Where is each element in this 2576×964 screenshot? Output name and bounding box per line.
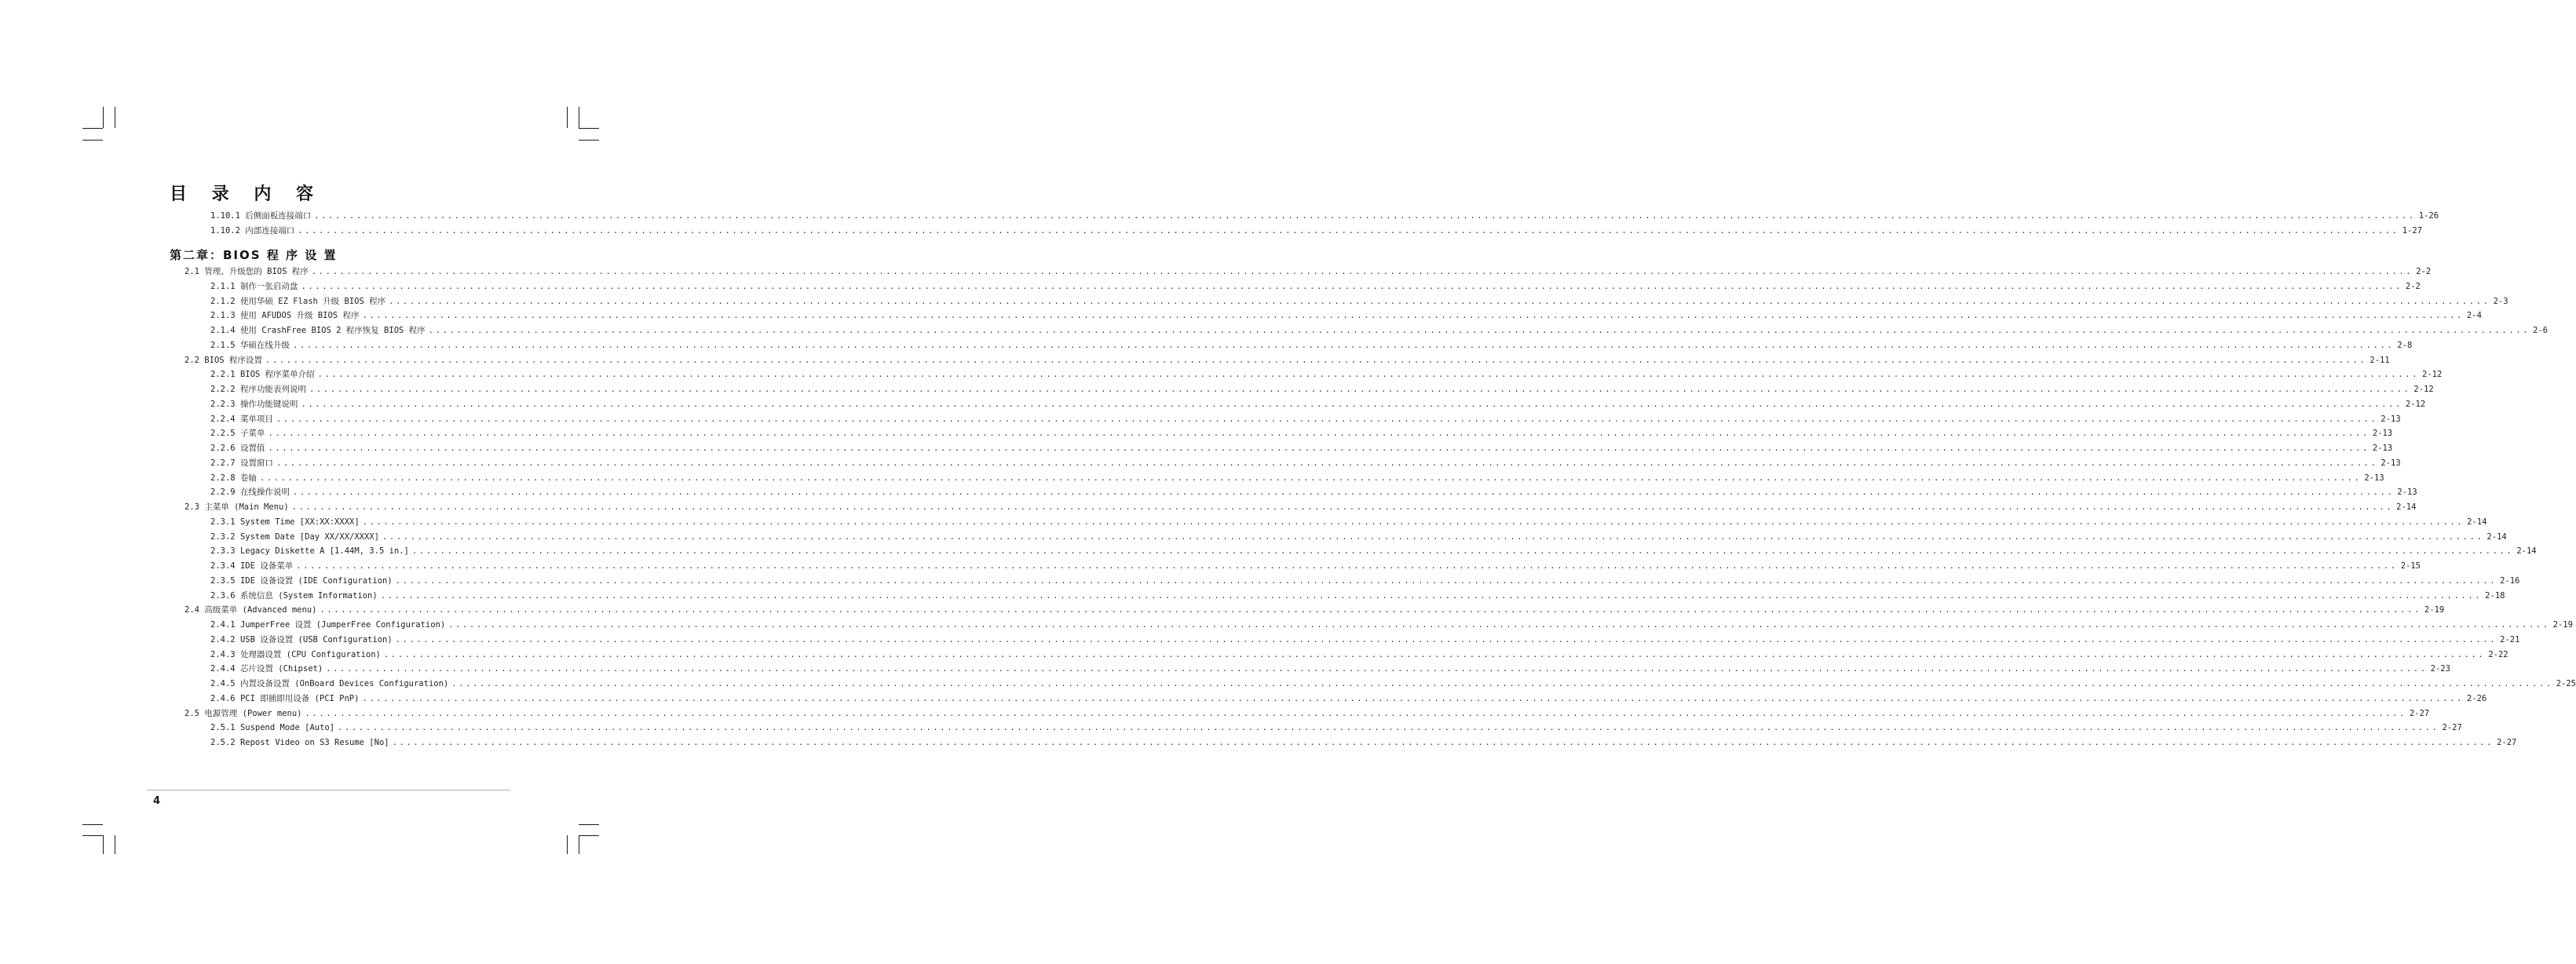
toc-entry-title: 处理器设置 (CPU Configuration)	[239, 649, 381, 659]
toc-subsection-row[interactable]	[210, 484, 2417, 498]
crop-mark	[579, 128, 599, 129]
toc-leader-dots: ............................................................................................................................................................................................................................................................................................................	[362, 693, 2464, 703]
toc-entry-page: 2-14	[2396, 502, 2417, 512]
toc-entry-number: 2.5.1	[210, 723, 236, 733]
toc-entry-number: 2.5.2	[210, 738, 236, 747]
toc-section-row[interactable]	[185, 352, 2390, 366]
toc-entry-number: 2.1.4	[210, 326, 236, 335]
toc-entry-title: 制作一张启动盘	[239, 281, 298, 291]
toc-leader-dots: ............................................................................................................................................................................................................................................................................................................	[411, 546, 2514, 557]
toc-entry-page: 2-14	[2516, 546, 2537, 557]
toc-entry-page: 1-27	[2402, 225, 2423, 236]
toc-entry-title: Suspend Mode [Auto]	[239, 723, 335, 733]
toc-entry-page: 2-22	[2488, 649, 2508, 659]
toc-entry-number: 1.10.1	[210, 211, 240, 221]
toc-leader-dots: ............................................................................................................................................................................................................................................................................................................	[395, 575, 2497, 586]
toc-subsection-row[interactable]	[210, 675, 2576, 689]
toc-leader-dots: ............................................................................................................................................................................................................................................................................................................	[276, 458, 2378, 468]
toc-entry-title: 菜单项目	[239, 414, 273, 424]
crop-mark	[82, 824, 103, 825]
toc-entry-number: 2.2.5	[210, 429, 236, 439]
toc-entry-number: 2.4.6	[210, 693, 236, 703]
toc-leader-dots: ............................................................................................................................................................................................................................................................................................................	[448, 620, 2550, 630]
crop-mark	[82, 140, 103, 141]
toc-entry-number: 2.3.1	[210, 517, 236, 527]
toc-entry-page: 2-12	[2413, 385, 2434, 394]
toc-entry-title: 子菜单	[239, 429, 265, 439]
toc-leader-dots: ............................................................................................................................................................................................................................................................................................................	[301, 399, 2402, 409]
crop-mark	[579, 835, 599, 836]
toc-entry-title: 电源管理 (Power menu)	[204, 708, 302, 718]
toc-leader-dots: ............................................................................................................................................................................................................................................................................................................	[362, 517, 2465, 527]
toc-leader-dots: ............................................................................................................................................................................................................................................................................................................	[317, 370, 2420, 380]
toc-subsection-row[interactable]	[210, 719, 2462, 733]
toc-leader-dots: ............................................................................................................................................................................................................................................................................................................	[268, 444, 2370, 453]
toc-leader-dots: ............................................................................................................................................................................................................................................................................................................	[362, 311, 2464, 321]
toc-entry-page: 2-16	[2500, 575, 2520, 586]
toc-entry-page: 1-26	[2418, 211, 2439, 221]
crop-mark	[567, 835, 568, 854]
toc-entry-page: 2-13	[2381, 414, 2401, 424]
toc-leader-dots: ............................................................................................................................................................................................................................................................................................................	[309, 385, 2411, 394]
toc-subsection-row[interactable]	[210, 337, 2413, 351]
toc-entry-title: 卷轴	[239, 473, 257, 483]
toc-entry-number: 2.1.2	[210, 296, 236, 306]
toc-entry-title: 程序功能表列说明	[239, 385, 306, 394]
toc-subsection-row[interactable]	[210, 455, 2401, 469]
toc-subsection-row[interactable]	[210, 469, 2384, 484]
toc-entry-title: 芯片设置 (Chipset)	[239, 664, 323, 674]
toc-entry-number: 2.1	[185, 267, 199, 276]
toc-leader-dots: ............................................................................................................................................................................................................................................................................................................	[392, 738, 2494, 747]
toc-subsection-row[interactable]	[210, 222, 2423, 236]
page-title: 目 录 内 容	[170, 184, 323, 204]
toc-leader-dots: ............................................................................................................................................................................................................................................................................................................	[298, 225, 2399, 236]
toc-entry-page: 2-8	[2397, 340, 2413, 350]
toc-leader-dots: ............................................................................................................................................................................................................................................................................................................	[380, 590, 2483, 601]
toc-section-row[interactable]	[185, 263, 2432, 277]
toc-section-row[interactable]	[185, 498, 2417, 513]
toc-leader-dots: ............................................................................................................................................................................................................................................................................................................	[451, 679, 2553, 688]
toc-leader-dots: ............................................................................................................................................................................................................................................................................................................	[428, 326, 2530, 335]
toc-entry-number: 2.4.5	[210, 679, 236, 688]
toc-entry-number: 2.1.1	[210, 281, 236, 291]
toc-leader-dots: ............................................................................................................................................................................................................................................................................................................	[382, 531, 2484, 542]
toc-leader-dots: ............................................................................................................................................................................................................................................................................................................	[301, 281, 2402, 291]
toc-entry-number: 2.3.3	[210, 546, 236, 557]
toc-entry-page: 2-4	[2466, 311, 2482, 321]
toc-leader-dots: ............................................................................................................................................................................................................................................................................................................	[383, 649, 2486, 659]
toc-entry-title: 主菜单 (Main Menu)	[204, 502, 289, 512]
toc-entry-page: 2-14	[2486, 531, 2507, 542]
toc-leader-dots: ............................................................................................................................................................................................................................................................................................................	[276, 414, 2378, 424]
toc-subsection-row[interactable]	[210, 528, 2507, 542]
toc-entry-number: 2.3.6	[210, 590, 236, 601]
toc-leader-dots: ............................................................................................................................................................................................................................................................................................................	[259, 473, 2362, 483]
toc-entry-title: 华硕在线升级	[239, 340, 290, 350]
toc-subsection-row[interactable]	[210, 278, 2421, 292]
toc-entry-number: 2.1.3	[210, 311, 236, 321]
toc-entry-number: 2.3.5	[210, 575, 236, 586]
toc-entry-number: 2.4.4	[210, 664, 236, 674]
toc-entry-page: 2-13	[2364, 473, 2384, 483]
toc-entry-number: 2.3.2	[210, 531, 236, 542]
toc-subsection-row[interactable]	[210, 734, 2517, 748]
chapter-heading: 第二章：BIOS 程 序 设 置	[170, 248, 338, 262]
crop-mark	[103, 835, 104, 854]
toc-entry-number: 2.4	[185, 605, 199, 615]
toc-subsection-row[interactable]	[210, 293, 2508, 307]
toc-entry-page: 2-13	[2372, 444, 2393, 453]
toc-section-row[interactable]	[185, 705, 2430, 719]
toc-leader-dots: ............................................................................................................................................................................................................................................................................................................	[389, 296, 2490, 306]
toc-subsection-row[interactable]	[210, 587, 2505, 601]
toc-entry-page: 2-19	[2424, 605, 2445, 615]
toc-subsection-row[interactable]	[210, 646, 2508, 660]
toc-leader-dots: ............................................................................................................................................................................................................................................................................................................	[296, 561, 2398, 571]
toc-entry-page: 2-12	[2422, 370, 2443, 380]
toc-entry-number: 2.5	[185, 708, 199, 718]
toc-entry-title: System Date [Day XX/XX/XXXX]	[239, 531, 379, 542]
toc-entry-page: 2-15	[2400, 561, 2421, 571]
footer-rule	[146, 790, 510, 791]
toc-leader-dots: ............................................................................................................................................................................................................................................................................................................	[268, 429, 2370, 439]
crop-mark	[103, 107, 104, 128]
toc-subsection-row[interactable]	[210, 381, 2434, 395]
toc-leader-dots: ............................................................................................................................................................................................................................................................................................................	[305, 708, 2406, 718]
toc-entry-page: 2-13	[2372, 429, 2393, 439]
toc-subsection-row[interactable]	[210, 513, 2487, 528]
toc-subsection-row[interactable]	[210, 631, 2520, 645]
toc-entry-title: BIOS 程序菜单介绍	[239, 370, 315, 380]
toc-entry-page: 2-18	[2485, 590, 2505, 601]
page-number: 4	[153, 795, 161, 807]
toc-entry-title: 后侧面板连接端口	[245, 211, 312, 221]
toc-entry-title: 使用 CrashFree BIOS 2 程序恢复 BIOS 程序	[239, 326, 426, 335]
toc-subsection-row[interactable]	[210, 440, 2393, 454]
toc-entry-number: 2.2.8	[210, 473, 236, 483]
toc-entry-title: 内置设备设置 (OnBoard Devices Configuration)	[239, 679, 449, 688]
toc-entry-number: 2.3.4	[210, 561, 236, 571]
toc-entry-title: 管理、升级您的 BIOS 程序	[204, 267, 309, 276]
toc-leader-dots: ............................................................................................................................................................................................................................................................................................................	[292, 340, 2395, 350]
toc-entry-title: 设置值	[239, 444, 265, 453]
toc-leader-dots: ............................................................................................................................................................................................................................................................................................................	[395, 634, 2497, 644]
toc-leader-dots: ............................................................................................................................................................................................................................................................................................................	[292, 487, 2395, 498]
toc-entry-title: 内部连接端口	[245, 225, 295, 236]
toc-entry-number: 2.4.3	[210, 649, 236, 659]
toc-entry-number: 2.2.3	[210, 399, 236, 409]
toc-entry-title: USB 设备设置 (USB Configuration)	[239, 634, 393, 644]
toc-subsection-row[interactable]	[210, 616, 2573, 630]
crop-mark	[82, 128, 103, 129]
toc-entry-page: 2-21	[2500, 634, 2520, 644]
toc-entry-number: 2.4.1	[210, 620, 236, 630]
toc-entry-number: 2.1.5	[210, 340, 236, 350]
toc-leader-dots: ............................................................................................................................................................................................................................................................................................................	[326, 664, 2428, 674]
toc-subsection-row[interactable]	[210, 207, 2439, 221]
toc-entry-number: 2.2.4	[210, 414, 236, 424]
toc-entry-page: 2-13	[2381, 458, 2401, 468]
toc-entry-title: System Time [XX:XX:XXXX]	[239, 517, 360, 527]
toc-entry-page: 2-14	[2467, 517, 2487, 527]
toc-subsection-row[interactable]	[210, 660, 2450, 674]
toc-entry-title: 操作功能键说明	[239, 399, 298, 409]
toc-subsection-row[interactable]	[210, 542, 2537, 557]
toc-entry-number: 2.2.6	[210, 444, 236, 453]
toc-leader-dots: ............................................................................................................................................................................................................................................................................................................	[338, 723, 2439, 733]
toc-leader-dots: ............................................................................................................................................................................................................................................................................................................	[291, 502, 2394, 512]
toc-entry-title: JumperFree 设置 (JumperFree Configuration)	[239, 620, 446, 630]
toc-entry-title: IDE 设备菜单	[239, 561, 294, 571]
toc-entry-page: 2-11	[2370, 355, 2390, 365]
toc-leader-dots: ............................................................................................................................................................................................................................................................................................................	[265, 355, 2367, 365]
toc-entry-page: 2-26	[2466, 693, 2487, 703]
toc-entry-title: 在线操作说明	[239, 487, 290, 498]
toc-entry-title: IDE 设备设置 (IDE Configuration)	[239, 575, 393, 586]
toc-entry-page: 2-27	[2442, 723, 2462, 733]
toc-subsection-row[interactable]	[210, 396, 2426, 410]
toc-entry-title: 系统信息 (System Information)	[239, 590, 378, 601]
toc-subsection-row[interactable]	[210, 366, 2443, 380]
toc-entry-page: 2-12	[2405, 399, 2426, 409]
toc-entry-page: 2-19	[2552, 620, 2573, 630]
toc-subsection-row[interactable]	[210, 411, 2401, 425]
toc-entry-title: 使用 AFUDOS 升级 BIOS 程序	[239, 311, 360, 321]
toc-entry-page: 2-2	[2416, 267, 2432, 276]
toc-leader-dots: ............................................................................................................................................................................................................................................................................................................	[311, 267, 2413, 276]
toc-leader-dots: ............................................................................................................................................................................................................................................................................................................	[314, 211, 2416, 221]
toc-leader-dots: ............................................................................................................................................................................................................................................................................................................	[320, 605, 2421, 615]
crop-mark	[567, 107, 568, 128]
toc-entry-page: 2-2	[2405, 281, 2421, 291]
toc-entry-title: PCI 即插即用设备 (PCI PnP)	[239, 693, 360, 703]
toc-subsection-row[interactable]	[210, 322, 2549, 336]
crop-mark	[579, 824, 599, 825]
toc-entry-number: 2.2	[185, 355, 199, 365]
toc-subsection-row[interactable]	[210, 572, 2520, 586]
toc-entry-page: 2-6	[2533, 326, 2549, 335]
toc-entry-page: 2-27	[2409, 708, 2430, 718]
toc-entry-number: 1.10.2	[210, 225, 240, 236]
crop-mark	[82, 835, 103, 836]
toc-entry-number: 2.2.1	[210, 370, 236, 380]
toc-entry-title: 设置窗口	[239, 458, 273, 468]
toc-entry-title: BIOS 程序设置	[204, 355, 262, 365]
toc-entry-page: 2-25	[2556, 679, 2576, 688]
toc-subsection-row[interactable]	[210, 690, 2487, 704]
toc-subsection-row[interactable]	[210, 307, 2482, 321]
toc-entry-number: 2.2.2	[210, 385, 236, 394]
toc-entry-title: 使用华硕 EZ Flash 升级 BIOS 程序	[239, 296, 386, 306]
toc-section-row[interactable]	[185, 601, 2445, 615]
crop-mark	[579, 140, 599, 141]
toc-subsection-row[interactable]	[210, 557, 2421, 571]
toc-entry-number: 2.2.9	[210, 487, 236, 498]
toc-entry-number: 2.4.2	[210, 634, 236, 644]
toc-entry-page: 2-27	[2497, 738, 2517, 747]
toc-entry-page: 2-3	[2493, 296, 2508, 306]
toc-entry-page: 2-13	[2397, 487, 2417, 498]
toc-entry-title: Repost Video on S3 Resume [No]	[239, 738, 389, 747]
toc-entry-title: Legacy Diskette A [1.44M, 3.5 in.]	[239, 546, 409, 557]
toc-entry-title: 高级菜单 (Advanced menu)	[204, 605, 317, 615]
toc-entry-page: 2-23	[2430, 664, 2450, 674]
toc-subsection-row[interactable]	[210, 425, 2393, 439]
toc-entry-number: 2.3	[185, 502, 199, 512]
toc-entry-number: 2.2.7	[210, 458, 236, 468]
